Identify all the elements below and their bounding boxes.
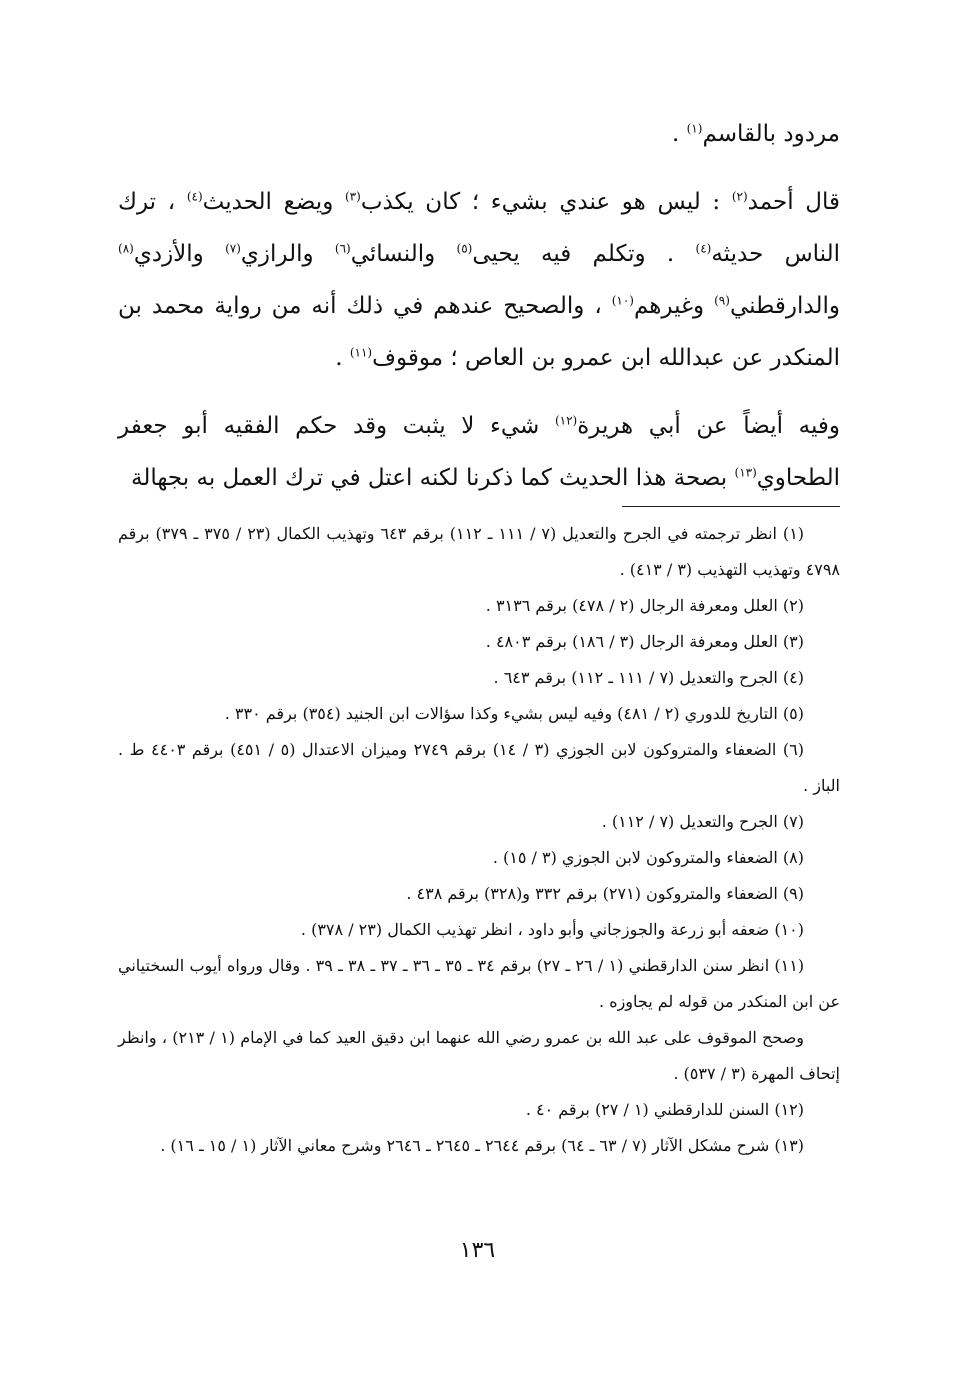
text-run: ، والصحيح عندهم في ذلك أنه من رواية محمد بن المنكدر عن عبدالله ابن عمرو بن العاص ؛ موقوف [118,293,840,371]
footnote-10: (١٠) ضعفه أبو زرعة والجوزجاني وأبو داود ، انظر تهذيب الكمال (٢٣ / ٣٧٨) . [300,920,804,939]
footnote-marker: (٤) [186,189,203,204]
paragraph-3 [118,400,840,504]
footnote-11-continued: وصحح الموقوف على عبد الله بن عمرو رضي الله عنهما ابن دقيق العيد كما في الإمام (١ / ٢١٣) ، وانظر إتحاف المهرة (٣ / ٥٣٧) . [118,1028,840,1083]
footnote-9: (٩) الضعفاء والمتروكون (٢٧١) برقم ٣٣٢ و(٣٢٨) برقم ٤٣٨ . [406,884,804,903]
footnote-8: (٨) الضعفاء والمتروكون لابن الجوزي (٣ / ١٥) . [492,848,804,867]
footnote-3: (٣) العلل ومعرفة الرجال (٣ / ١٨٦) برقم ٤٨٠٣ . [485,632,804,651]
footnote-marker: (١١) [349,345,373,360]
text-run: وغيرهم [633,293,715,319]
page-body [118,108,841,1155]
footnote-marker: (١) [686,121,703,136]
text-run: قال أحمد [747,189,840,215]
text-run: وفيه أيضاً عن أبي هريرة [577,413,840,439]
text-run: مردود بالقاسم [702,121,840,147]
text-run: والأزدي [133,241,226,267]
footnote-marker: (٨) [118,241,134,256]
paragraph-1 [118,108,840,160]
footnote-marker: (١٠) [611,293,634,308]
footnote-marker: (٢) [731,189,748,204]
text-run: والرازي [240,241,335,267]
footnote-11: (١١) انظر سنن الدارقطني (١ / ٢٦ ـ ٢٧) برقم ٣٤ ـ ٣٥ ـ ٣٦ ـ ٣٧ ـ ٣٨ ـ ٣٩ . وقال ورواه أيوب السختياني عن ابن المنكدر من قوله لم يجاوزه . [118,956,840,1011]
footnote-1: (١) انظر ترجمته في الجرح والتعديل (٧ / ١١١ ـ ١١٢) برقم ٦٤٣ وتهذيب الكمال (٢٣ / ٣٧٥ ـ ٣٧٩) برقم ٤٧٩٨ وتهذيب التهذيب (٣ / ٤١٣) . [118,524,840,579]
text-run: والنسائي [350,241,457,267]
footnote-marker: (٧) [225,241,241,256]
text-run: شيء لا يثبت وقد حكم الفقيه أبو جعفر الطحاوي [118,413,840,491]
footnotes [118,516,840,1164]
footnote-marker: (٤) [695,241,712,256]
footnote-marker: (١٣) [734,465,757,480]
text-run: ، ترك الناس حديثه [118,189,841,267]
footnote-marker: (٣) [344,189,361,204]
paragraph-2 [118,176,840,384]
text-run: بصحة هذا الحديث كما ذكرنا لكنه اعتل في ترك العمل به بجهالة [130,465,735,491]
footnote-separator [622,506,840,507]
text-run: . [335,345,350,371]
text-run: ويضع الحديث [202,189,345,215]
page-number: ١٣٦ [459,1238,496,1263]
footnote-13: (١٣) شرح مشكل الآثار (٧ / ٦٣ ـ ٦٤) برقم ٢٦٤٤ ـ ٢٦٤٥ ـ ٢٦٤٦ وشرح معاني الآثار (١ / ١٥ ـ ١٦) . [160,1136,804,1155]
text-run: . [671,121,687,147]
footnote-6: (٦) الضعفاء والمتروكون لابن الجوزي (٣ / ١٤) برقم ٢٧٤٩ وميزان الاعتدال (٥ / ٤٥١) برقم ٤٤٠٣ ط . الباز . [118,740,840,795]
footnote-12: (١٢) السنن للدارقطني (١ / ٢٧) برقم ٤٠ . [525,1100,804,1119]
text-run: : ليس هو عندي بشيء ؛ كان يكذب [360,189,732,215]
footnote-marker: (٥) [456,241,473,256]
footnote-5: (٥) التاريخ للدوري (٢ / ٤٨١) وفيه ليس بشيء وكذا سؤالات ابن الجنيد (٣٥٤) برقم ٣٣٠ . [224,704,804,723]
footnote-marker: (١٢) [554,413,578,428]
footnote-2: (٢) العلل ومعرفة الرجال (٢ / ٤٧٨) برقم ٣١٣٦ . [485,596,804,615]
footnote-marker: (٦) [334,241,351,256]
footnote-marker: (٩) [714,293,730,308]
main-text [118,108,840,504]
footnote-4: (٤) الجرح والتعديل (٧ / ١١١ ـ ١١٢) برقم ٦٤٣ . [493,668,804,687]
text-run: . وتكلم فيه يحيى [472,241,696,267]
text-run: والدارقطني [729,293,840,319]
footnote-7: (٧) الجرح والتعديل (٧ / ١١٢) . [601,812,804,831]
